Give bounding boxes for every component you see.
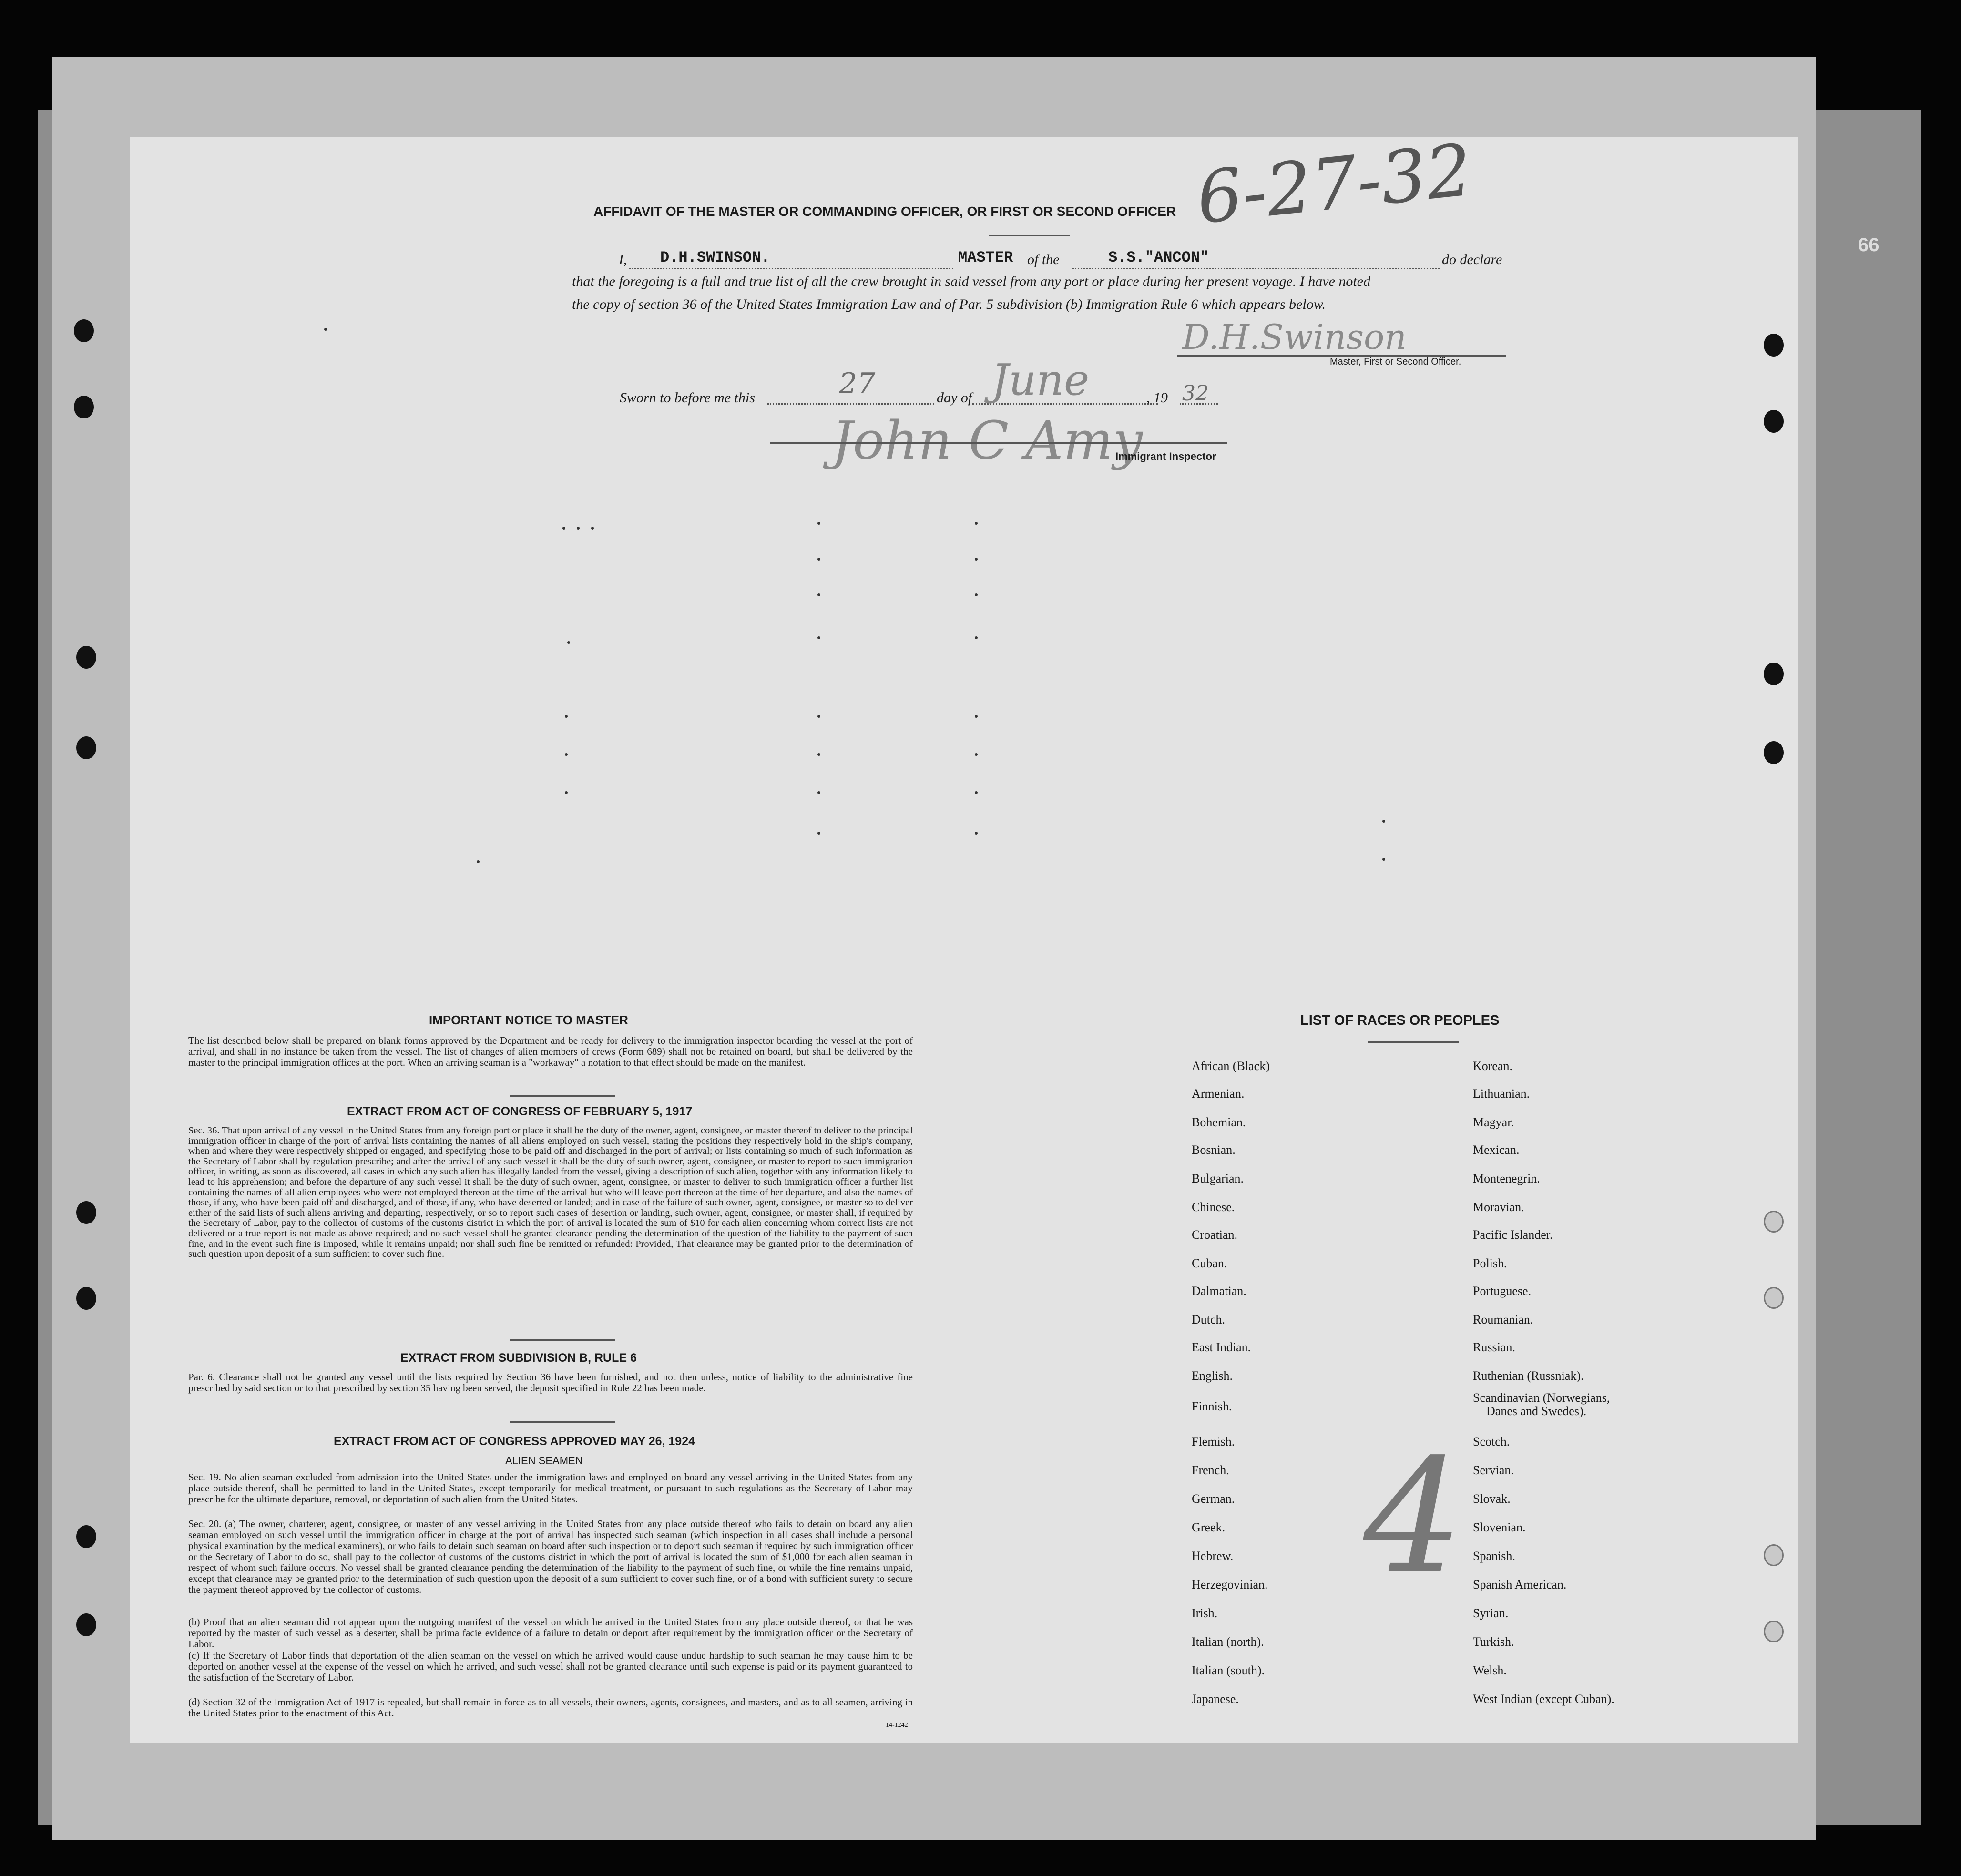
affidavit-title: AFFIDAVIT OF THE MASTER OR COMMANDING OFFICER, OR FIRST OR SECOND OFFICER xyxy=(593,204,1176,219)
inspector-line xyxy=(770,442,1227,444)
race-item: Pacific Islander. xyxy=(1473,1228,1553,1242)
guide-dot xyxy=(817,558,820,561)
sworn-year: 32 xyxy=(1182,381,1209,406)
guide-dot xyxy=(975,522,978,525)
punch-hole xyxy=(76,736,96,759)
rank: MASTER xyxy=(958,249,1013,266)
line xyxy=(629,268,953,269)
race-item: English. xyxy=(1192,1369,1233,1383)
do-declare: do declare xyxy=(1442,252,1502,267)
guide-dot xyxy=(975,636,978,639)
notice-body: The list described below shall be prepared on blank forms approved by the Department and be ready for delivery to the immigration inspector boarding the vessel at the port of arrival, and shall in no instance be taken from the vessel. The list of changes of alien members of crews (Form 689) shall not be retained on board, but shall be delivered by the master to the principal immigration offices at the port. When an arriving seaman is a "workaway" a notation to that effect should be made on the manifest. xyxy=(188,1035,913,1068)
race-item: Greek. xyxy=(1192,1520,1226,1534)
guide-dot xyxy=(975,715,978,718)
punch-hole xyxy=(1764,1621,1784,1642)
affidavit-line-2: that the foregoing is a full and true list of all the crew brought in said vessel from any port or place during her present voyage. I have noted xyxy=(572,274,1371,289)
extract-1924-sec20b: (b) Proof that an alien seaman did not appear upon the outgoing manifest of the vessel on which he arrived in the United States from any place outside thereof, or that he was reported by the master of such vessel as a deserter, shall be prima facie evidence of a failure to detain or deport after requirement by the immigration officer or the Secretary of Labor. xyxy=(188,1616,913,1650)
race-item: Syrian. xyxy=(1473,1606,1509,1620)
line xyxy=(1180,403,1218,405)
guide-dot xyxy=(591,527,594,530)
race-item: Dutch. xyxy=(1192,1313,1226,1326)
race-item: Ruthenian (Russniak). xyxy=(1473,1369,1584,1383)
races-title: LIST OF RACES OR PEOPLES xyxy=(1300,1013,1500,1028)
guide-dot xyxy=(817,593,820,596)
divider xyxy=(510,1095,615,1097)
handwritten-mark: 4 xyxy=(1363,1425,1463,1608)
punch-hole xyxy=(76,1525,96,1548)
extract-1924-subtitle: ALIEN SEAMEN xyxy=(505,1455,583,1467)
guide-dot xyxy=(817,522,820,525)
race-item: Polish. xyxy=(1473,1256,1507,1270)
race-item: Turkish. xyxy=(1473,1635,1514,1649)
guide-dot xyxy=(817,753,820,756)
race-item: Slovenian. xyxy=(1473,1520,1526,1534)
master-signature: D.H.Swinson xyxy=(1182,317,1407,357)
guide-dot xyxy=(975,593,978,596)
guide-dot xyxy=(562,527,565,530)
of-the: of the xyxy=(1027,252,1060,267)
punch-hole xyxy=(76,1613,96,1636)
guide-dot xyxy=(565,753,568,756)
race-item: Danes and Swedes). xyxy=(1486,1404,1587,1418)
guide-dot xyxy=(577,527,580,530)
punch-hole xyxy=(1764,1544,1784,1566)
race-item: Irish. xyxy=(1192,1606,1218,1620)
extract-1924-title: EXTRACT FROM ACT OF CONGRESS APPROVED MAY 26, 1924 xyxy=(334,1435,695,1448)
divider xyxy=(510,1339,615,1341)
race-item: Flemish. xyxy=(1192,1435,1235,1448)
race-item: Portuguese. xyxy=(1473,1284,1532,1298)
day-of: day of xyxy=(937,390,972,406)
guide-dot xyxy=(567,641,570,644)
race-item: Bohemian. xyxy=(1192,1115,1246,1129)
race-item: French. xyxy=(1192,1463,1229,1477)
punch-hole xyxy=(74,319,94,342)
form-number: 14-1242 xyxy=(886,1722,908,1729)
guide-dot xyxy=(565,715,568,718)
extract-1924-sec19: Sec. 19. No alien seaman excluded from admission into the United States under the immigration laws and employed on board any vessel arriving in the United States from any place outside thereof, shall be permitted to land in the United States, except temporarily for medical treatment, or pursuant to such regulations as the Secretary of Labor may prescribe for the ultimate departure, removal, or deportation of such alien from the United States. xyxy=(188,1471,913,1505)
race-item: Russian. xyxy=(1473,1340,1515,1354)
race-item: Finnish. xyxy=(1192,1399,1232,1413)
extract-1917-body: Sec. 36. That upon arrival of any vessel in the United States from any foreign port or place it shall be the duty of the owner, agent, consignee, or master thereof to deliver to the principal immigration officer in charge of the port of arrival lists containing the names of all aliens employed on such vessel, stating the positions they respectively hold in the ship's company, when and where they were respectively shipped or engaged, and specifying those to be paid off and discharged in the port of arrival; or lists containing so much of such information as the Secretary of Labor shall by regulation prescribe; and after the arrival of any such vessel it shall be the duty of such owner, agent, consignee, or master to report to such immigration officer, in writing, as soon as discovered, all cases in which any such alien has illegally landed from the vessel, giving a description of such alien, together with any information likely to lead to his apprehension; and before the departure of any such vessel it shall be the duty of such owner, agent, consignee, or master to deliver to such immigration officer a further list containing the names of all alien employees who were not employed thereon at the time of the arrival but who will leave port thereon at the time of her departure, and also the names of those, if any, who have been paid off and discharged, and of those, if any, who have deserted or landed; and in case of the failure of such owner, agent, consignee, or master so to deliver either of the said lists of such aliens arriving and departing, respectively, or so to report such cases of desertion or landing, such owner, agent, consignee, or master shall, if required by the Secretary of Labor, pay to the collector of customs of the customs district in which the port of arrival is located the sum of $10 for each alien concerning whom correct lists are not delivered or a true report is not made as above required; and no such vessel shall be granted clearance pending the determination of the question of the liability to the payment of such fine, and in the event such fine is imposed, while it remains unpaid; nor shall such fine be remitted or refunded: Provided, That clearance may be granted prior to the determination of such question upon deposit of a sum sufficient to cover such fine. xyxy=(188,1125,913,1260)
guide-dot xyxy=(1382,858,1385,861)
race-item: Hebrew. xyxy=(1192,1549,1234,1563)
punch-hole xyxy=(76,646,96,669)
divider xyxy=(510,1421,615,1423)
master-name: D.H.SWINSON. xyxy=(660,249,770,266)
guide-dot xyxy=(565,791,568,794)
guide-dot xyxy=(975,791,978,794)
line xyxy=(1072,268,1440,269)
race-item: Armenian. xyxy=(1192,1087,1245,1101)
race-item: Lithuanian. xyxy=(1473,1087,1530,1101)
punch-hole xyxy=(1764,410,1784,433)
race-item: African (Black) xyxy=(1192,1059,1270,1073)
punch-hole xyxy=(76,1201,96,1224)
punch-hole xyxy=(1764,1287,1784,1309)
race-item: Spanish. xyxy=(1473,1549,1515,1563)
guide-dot xyxy=(975,753,978,756)
punch-hole xyxy=(1764,334,1784,357)
race-item: Moravian. xyxy=(1473,1200,1524,1214)
guide-dot xyxy=(1382,820,1385,823)
race-item: Roumanian. xyxy=(1473,1313,1533,1326)
punch-hole xyxy=(76,1287,96,1310)
guide-dot xyxy=(975,832,978,835)
race-item: Scotch. xyxy=(1473,1435,1510,1448)
extract-1917-title: EXTRACT FROM ACT OF CONGRESS OF FEBRUARY 5, 1917 xyxy=(347,1105,693,1118)
guide-dot xyxy=(975,558,978,561)
divider xyxy=(1368,1041,1459,1043)
race-item: Scandinavian (Norwegians, xyxy=(1473,1391,1610,1405)
extract-1924-sec20c: (c) If the Secretary of Labor finds that deportation of the alien seaman on the vessel on which he arrived would cause undue hardship to such seaman he may cause him to be deported on another vessel at the expense of the vessel on which he arrived, and such vessel shall not be granted clearance until such expense is paid or its payment guaranteed to the satisfaction of the Secretary of Labor. xyxy=(188,1650,913,1683)
inspector-caption: Immigrant Inspector xyxy=(1115,450,1216,462)
race-item: Italian (north). xyxy=(1192,1635,1264,1649)
vessel-name: S.S."ANCON" xyxy=(1108,249,1209,266)
race-item: Cuban. xyxy=(1192,1256,1227,1270)
punch-hole xyxy=(1764,1211,1784,1233)
race-item: Spanish American. xyxy=(1473,1578,1567,1591)
guide-dot xyxy=(817,715,820,718)
race-item: Magyar. xyxy=(1473,1115,1514,1129)
race-item: Korean. xyxy=(1473,1059,1513,1073)
guide-dot xyxy=(817,636,820,639)
extract-rule6-body: Par. 6. Clearance shall not be granted any vessel until the lists required by Section 36 have been furnished, and not then unless, notice of liability to the administrative fine prescribed by said section or to that prescribed by section 35 having been served, the deposit specified in Rule 22 has been made. xyxy=(188,1371,913,1394)
race-item: Dalmatian. xyxy=(1192,1284,1246,1298)
extract-rule6-title: EXTRACT FROM SUBDIVISION B, RULE 6 xyxy=(400,1351,637,1365)
guide-dot xyxy=(817,791,820,794)
guide-dot xyxy=(817,832,820,835)
sworn-day: 27 xyxy=(839,367,876,400)
race-item: Mexican. xyxy=(1473,1143,1520,1157)
race-item: Bosnian. xyxy=(1192,1143,1236,1157)
extract-1924-sec20a: Sec. 20. (a) The owner, charterer, agent, consignee, or master of any vessel arriving in the United States from any place outside thereof who fails to detain on board any alien seaman employed on such vessel until the immigration officer in charge at the port of arrival has inspected such seaman (which inspection in all cases shall include a personal physical examination by the medical examiners), or who fails to detain such seaman on board after such inspection or to deport such seaman if required by such immigration officer or the Secretary of Labor to do so, shall pay to the collector of customs of the customs district in which the port of arrival is located the sum of $1,000 for each alien seaman in respect of whom such failure occurs. No vessel shall be granted clearance pending the determination of the liability to the payment of such fine, or while the fine remains unpaid, except that clearance may be granted prior to the determination of such question upon the deposit of a sum sufficient to cover such fine, or of a bond with sufficient surety to secure the payment thereof approved by the collector of customs. xyxy=(188,1518,913,1595)
line xyxy=(767,403,934,405)
race-item: Montenegrin. xyxy=(1473,1172,1540,1185)
handwritten-date: 6-27-32 xyxy=(1193,129,1476,240)
race-item: Croatian. xyxy=(1192,1228,1238,1242)
signature-caption: Master, First or Second Officer. xyxy=(1330,357,1461,367)
guide-dot xyxy=(477,860,480,863)
divider xyxy=(989,235,1070,236)
punch-hole xyxy=(74,396,94,418)
affidavit-line-3: the copy of section 36 of the United States Immigration Law and of Par. 5 subdivision (b) Immigration Rule 6 which appears below. xyxy=(572,296,1326,312)
race-item: Bulgarian. xyxy=(1192,1172,1244,1185)
sworn-label: Sworn to before me this xyxy=(620,390,755,406)
race-item: East Indian. xyxy=(1192,1340,1251,1354)
guide-dot xyxy=(324,328,327,331)
race-item: Welsh. xyxy=(1473,1663,1507,1677)
punch-hole xyxy=(1764,663,1784,685)
punch-hole xyxy=(1764,741,1784,764)
sworn-month: June xyxy=(991,355,1090,405)
race-item: Italian (south). xyxy=(1192,1663,1265,1677)
inspector-signature: John C Amy xyxy=(832,410,1143,471)
race-item: West Indian (except Cuban). xyxy=(1473,1692,1614,1706)
sheet-number: 66 xyxy=(1858,234,1879,255)
notice-title: IMPORTANT NOTICE TO MASTER xyxy=(429,1013,628,1027)
affidavit-i: I, xyxy=(619,252,627,267)
race-item: Slovak. xyxy=(1473,1492,1511,1506)
year-prefix: , 19 xyxy=(1146,390,1168,406)
race-item: German. xyxy=(1192,1492,1235,1506)
race-item: Japanese. xyxy=(1192,1692,1239,1706)
race-item: Herzegovinian. xyxy=(1192,1578,1268,1591)
race-item: Servian. xyxy=(1473,1463,1514,1477)
extract-1924-sec20d: (d) Section 32 of the Immigration Act of 1917 is repealed, but shall remain in force as to all vessels, their owners, agents, consignees, and masters, and as to all seamen, arriving in the United States prior to the enactment of this Act. xyxy=(188,1696,913,1719)
race-item: Chinese. xyxy=(1192,1200,1235,1214)
